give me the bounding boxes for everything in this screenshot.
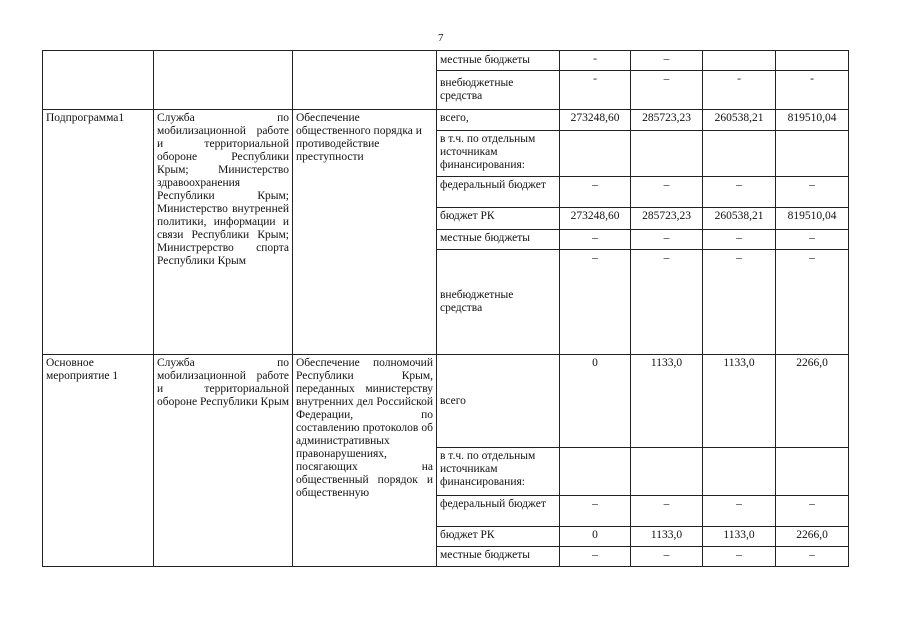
value-cell: - <box>703 71 776 110</box>
value-cell: – <box>703 177 776 208</box>
value-cell: - <box>560 51 631 71</box>
value-cell: – <box>560 177 631 208</box>
value-cell: – <box>631 496 703 527</box>
value-cell: 819510,04 <box>776 208 849 230</box>
value-cell: 260538,21 <box>703 208 776 230</box>
source-cell: бюджет РК <box>437 527 560 547</box>
value-cell: – <box>776 496 849 527</box>
source-cell: всего <box>437 355 560 448</box>
value-cell: 1133,0 <box>703 527 776 547</box>
measure-name: Основное мероприятие 1 <box>43 355 154 567</box>
value-cell: 819510,04 <box>776 110 849 131</box>
value-cell: – <box>560 547 631 567</box>
source-cell: федеральный бюджет <box>437 496 560 527</box>
source-cell: в т.ч. по отдельным источникам финансирования: <box>437 131 560 177</box>
value-cell <box>703 131 776 177</box>
value-cell: – <box>560 250 631 355</box>
source-cell: федеральный бюджет <box>437 177 560 208</box>
value-cell: – <box>560 496 631 527</box>
value-cell: - <box>560 71 631 110</box>
value-cell: 2266,0 <box>776 527 849 547</box>
table-row <box>43 110 849 131</box>
value-cell: – <box>776 547 849 567</box>
value-cell: 0 <box>560 527 631 547</box>
source-cell: местные бюджеты <box>437 547 560 567</box>
value-cell: – <box>631 51 703 71</box>
source-cell: внебюджетные средства <box>437 250 560 355</box>
value-cell: – <box>776 230 849 250</box>
source-cell: внебюджетные средства <box>437 71 560 110</box>
source-cell: всего, <box>437 110 560 131</box>
value-cell: 285723,23 <box>631 208 703 230</box>
value-cell <box>776 51 849 71</box>
measure-goal: Обеспечение полномочий Республики Крым, переданных министерству внутренних дел Российской Федерации, по составлению протоколов об административных правонарушениях, посягающих на общественный порядок и общественную <box>293 355 437 567</box>
value-cell: – <box>703 496 776 527</box>
value-cell <box>703 448 776 496</box>
value-cell: – <box>631 250 703 355</box>
value-cell: – <box>560 230 631 250</box>
source-cell: местные бюджеты <box>437 51 560 71</box>
table-row <box>43 51 849 71</box>
source-cell: местные бюджеты <box>437 230 560 250</box>
value-cell: 2266,0 <box>776 355 849 448</box>
value-cell <box>631 448 703 496</box>
value-cell: – <box>631 71 703 110</box>
value-cell: 0 <box>560 355 631 448</box>
subprogram-name: Подпрограмма1 <box>43 110 154 355</box>
value-cell: – <box>631 177 703 208</box>
value-cell: – <box>703 230 776 250</box>
value-cell: 260538,21 <box>703 110 776 131</box>
value-cell: – <box>631 547 703 567</box>
value-cell <box>776 448 849 496</box>
value-cell <box>560 131 631 177</box>
table-row <box>43 355 849 448</box>
value-cell: - <box>776 71 849 110</box>
value-cell <box>631 131 703 177</box>
subprogram-executor: Служба по мобилизационной работе и территориальной обороне Республики Крым; Министерство здравоохранения Республики Крым; Министерство внутренней политики, информации и связи Республики Крым; Министрерство спорта Республики Крым <box>154 110 293 355</box>
value-cell: – <box>703 547 776 567</box>
subprogram-goal: Обеспечение общественного порядка и противодействие преступности <box>293 110 437 355</box>
measure-executor: Служба по мобилизационной работе и территориальной обороне Республики Крым <box>154 355 293 567</box>
empty-cell <box>154 51 293 110</box>
value-cell: 1133,0 <box>703 355 776 448</box>
value-cell: 273248,60 <box>560 208 631 230</box>
empty-cell <box>43 51 154 110</box>
budget-table <box>42 50 849 567</box>
value-cell: 273248,60 <box>560 110 631 131</box>
source-cell: бюджет РК <box>437 208 560 230</box>
value-cell <box>703 51 776 71</box>
value-cell: – <box>776 177 849 208</box>
value-cell <box>776 131 849 177</box>
page-number: 7 <box>438 32 444 44</box>
value-cell: 285723,23 <box>631 110 703 131</box>
value-cell: 1133,0 <box>631 527 703 547</box>
empty-cell <box>293 51 437 110</box>
source-cell: в т.ч. по отдельным источникам финансирования: <box>437 448 560 496</box>
value-cell: – <box>703 250 776 355</box>
value-cell <box>560 448 631 496</box>
value-cell: – <box>776 250 849 355</box>
value-cell: – <box>631 230 703 250</box>
value-cell: 1133,0 <box>631 355 703 448</box>
